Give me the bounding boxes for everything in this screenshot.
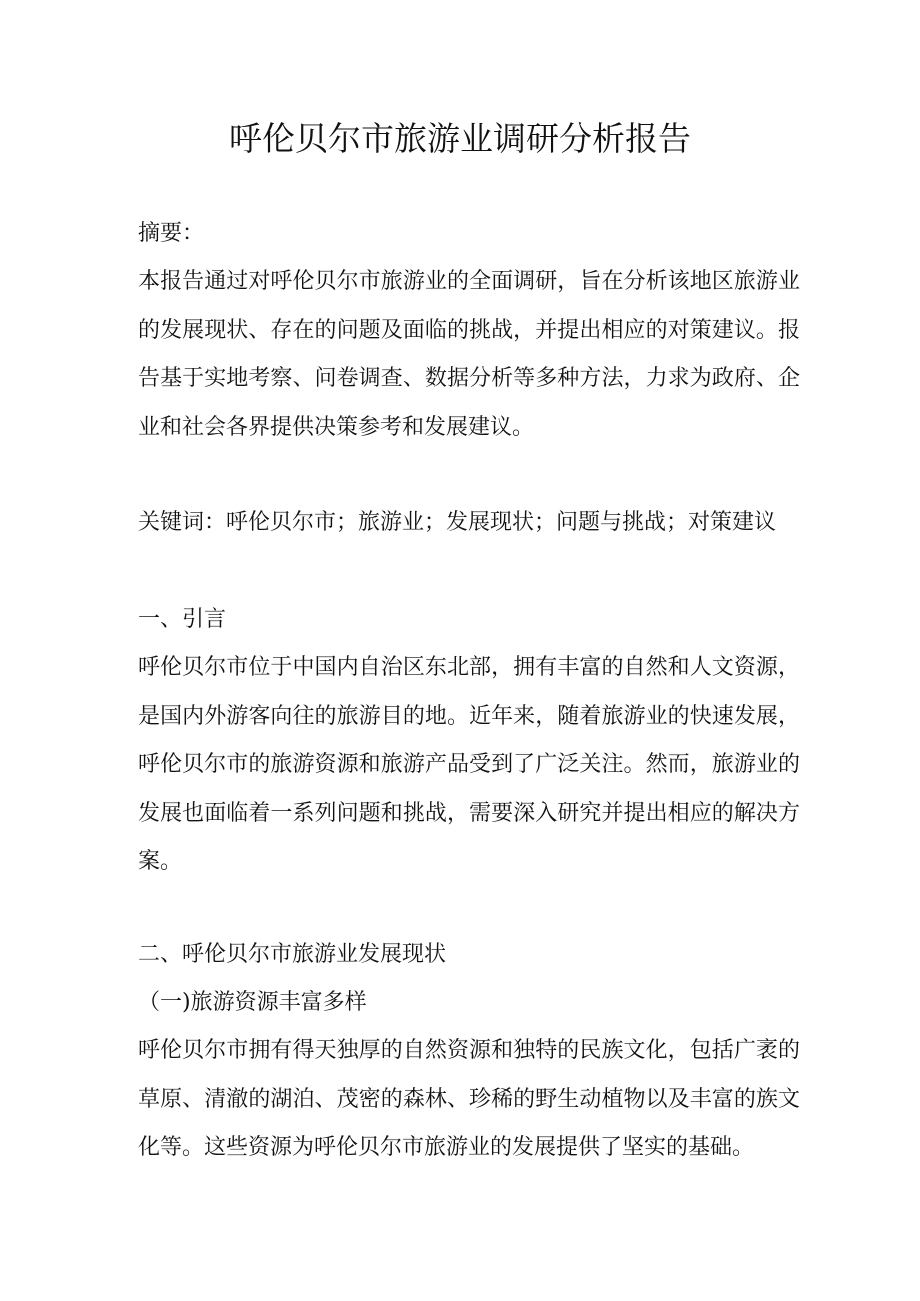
resources-paragraph: 呼伦贝尔市拥有得天独厚的自然资源和独特的民族文化，包括广袤的草原、清澈的湖泊、茂密的森林、珍稀的野生动植物以及丰富的族文化等。这些资源为呼伦贝尔市旅游业的发展提供了坚实的基础。 <box>138 1038 800 1160</box>
abstract-label: 摘要： <box>138 221 205 246</box>
keywords-line: 关键词：呼伦贝尔市；旅游业；发展现状；问题与挑战；对策建议 <box>138 510 777 535</box>
introduction-paragraph: 呼伦贝尔市位于中国内自治区东北部，拥有丰富的自然和人文资源，是国内外游客向往的旅游目的地。近年来，随着旅游业的快速发展，呼伦贝尔市的旅游资源和旅游产品受到了广泛关注。然而，旅游业的发展也面临着一系列问题和挑战，需要深入研究并提出相应的解决方案。 <box>138 655 800 874</box>
section-heading-development-status: 二、呼伦贝尔市旅游业发展现状 <box>138 942 447 967</box>
section-heading-introduction: 一、引言 <box>138 607 227 632</box>
subsection-heading-resources: （一)旅游资源丰富多样 <box>138 990 367 1015</box>
abstract-paragraph: 本报告通过对呼伦贝尔市旅游业的全面调研，旨在分析该地区旅游业的发展现状、存在的问题及面临的挑战，并提出相应的对策建议。报告基于实地考察、问卷调查、数据分析等多种方法，力求为政府、企业和社会各界提供决策参考和发展建议。 <box>138 269 800 440</box>
document-title: 呼伦贝尔市旅游业调研分析报告 <box>229 119 691 158</box>
